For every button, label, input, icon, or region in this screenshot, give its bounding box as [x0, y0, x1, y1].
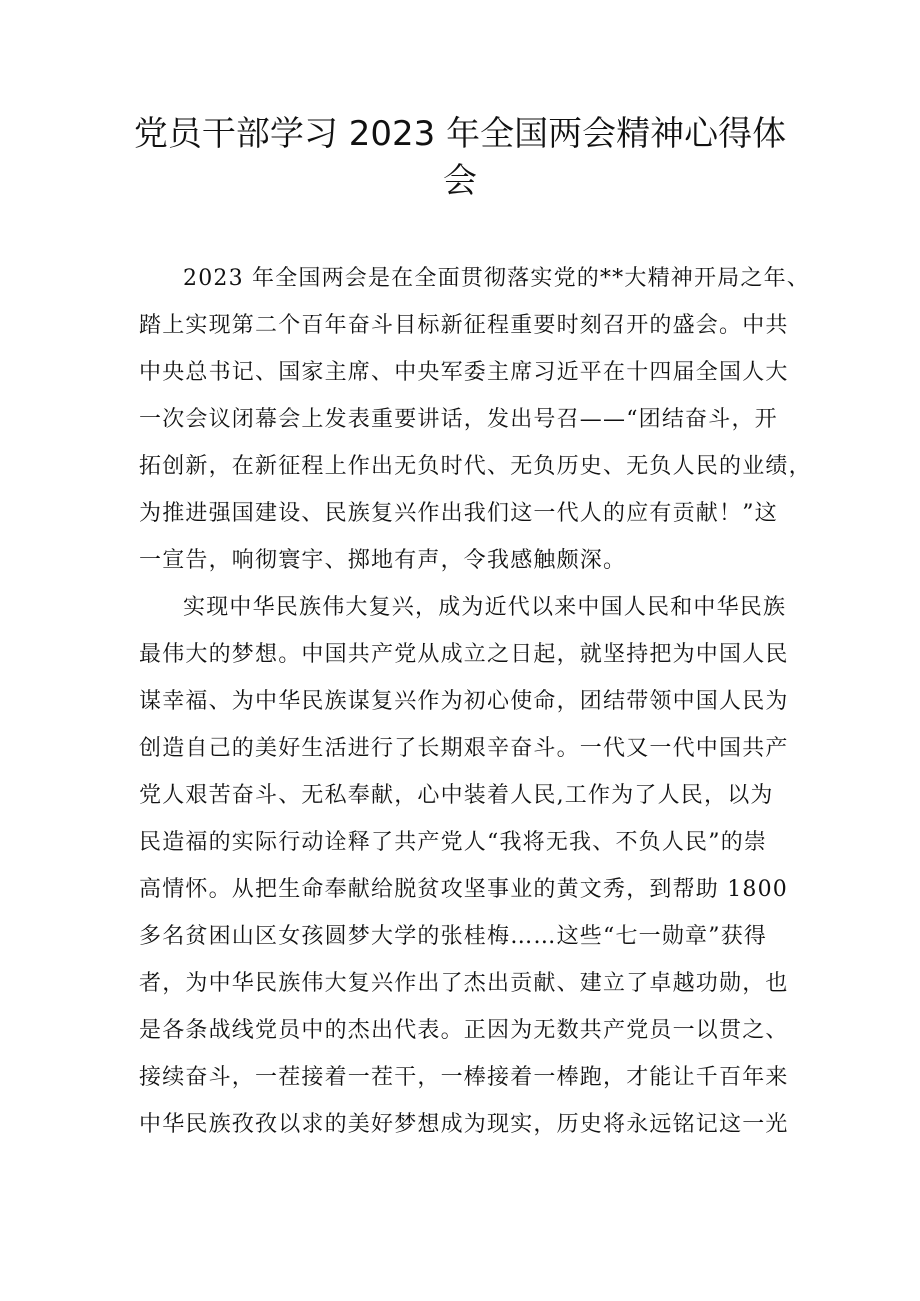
paragraph-2-line: 多名贫困山区女孩圆梦大学的张桂梅……这些“七一勋章”获得: [139, 924, 768, 949]
document-body: [139, 255, 812, 1148]
document-title: [60, 108, 860, 202]
paragraph-1-line: 踏上实现第二个百年奋斗目标新征程重要时刻召开的盛会。中共: [139, 313, 789, 338]
paragraph-1-line: 为推进强国建设、民族复兴作出我们这一代人的应有贡献！”这: [139, 501, 778, 526]
paragraph-2: [139, 584, 791, 1148]
paragraph-2-line: 实现中华民族伟大复兴，成为近代以来中国人民和中华民族: [183, 595, 787, 620]
paragraph-2-line: 是各条战线党员中的杰出代表。正因为无数共产党员一以贯之、: [139, 1018, 789, 1043]
paragraph-1-line: 一宣告，响彻寰宇、掷地有声，令我感触颇深。: [139, 548, 627, 573]
paragraph-2-line: 接续奋斗，一茬接着一茬干，一棒接着一棒跑，才能让千百年来: [139, 1065, 789, 1090]
title-line-1: 党员干部学习 2023 年全国两会精神心得体: [133, 114, 787, 154]
paragraph-2-line: 中华民族孜孜以求的美好梦想成为现实，历史将永远铭记这一光: [139, 1112, 789, 1137]
paragraph-2-line: 创造自己的美好生活进行了长期艰辛奋斗。一代又一代中国共产: [139, 736, 789, 761]
paragraph-1-line: 一次会议闭幕会上发表重要讲话，发出号召——“团结奋斗，开: [139, 407, 778, 432]
paragraph-1-line: 拓创新，在新征程上作出无负时代、无负历史、无负人民的业绩，: [139, 454, 812, 479]
paragraph-2-line: 最伟大的梦想。中国共产党从成立之日起，就坚持把为中国人民: [139, 642, 789, 667]
paragraph-1: [139, 255, 812, 584]
paragraph-1-line: 中央总书记、国家主席、中央军委主席习近平在十四届全国人大: [139, 360, 789, 385]
paragraph-2-line: 高情怀。从把生命奉献给脱贫攻坚事业的黄文秀，到帮助 1800: [139, 877, 788, 902]
paragraph-2-line: 民造福的实际行动诠释了共产党人“我将无我、不负人民”的崇: [139, 830, 768, 855]
paragraph-2-line: 党人艰苦奋斗、无私奉献，心中装着人民,工作为了人民，以为: [139, 783, 774, 808]
paragraph-2-line: 者，为中华民族伟大复兴作出了杰出贡献、建立了卓越功勋，也: [139, 971, 789, 996]
paragraph-2-line: 谋幸福、为中华民族谋复兴作为初心使命，团结带领中国人民为: [139, 689, 789, 714]
title-line-2: 会: [443, 161, 477, 201]
paragraph-1-line: 2023 年全国两会是在全面贯彻落实党的**大精神开局之年、: [183, 266, 810, 291]
